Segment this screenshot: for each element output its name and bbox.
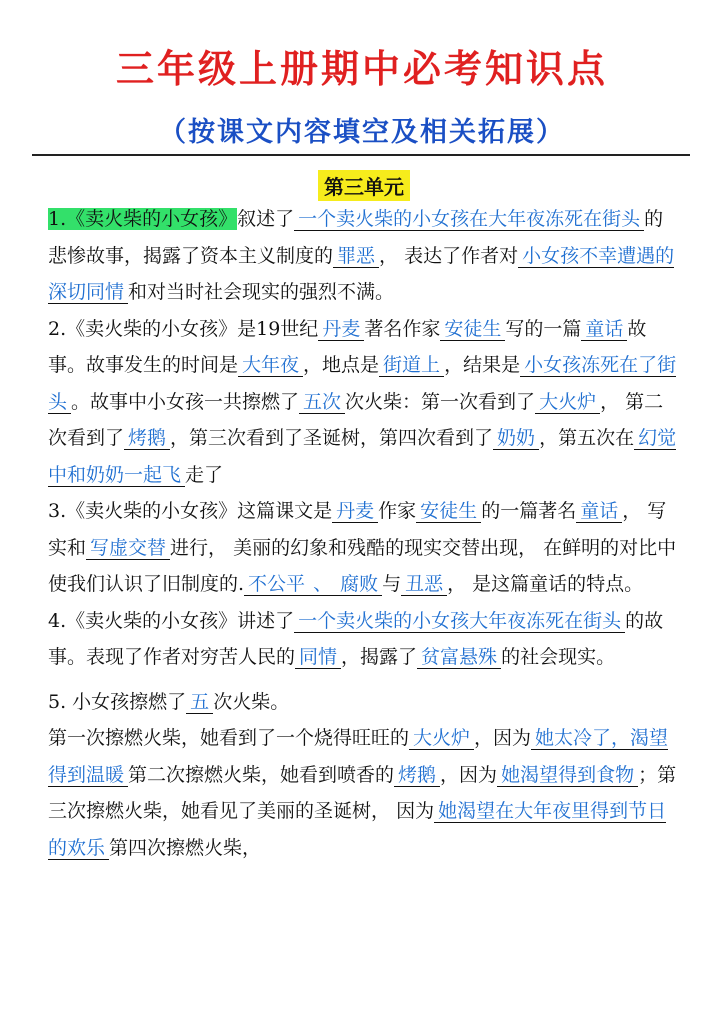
header-divider bbox=[32, 154, 690, 156]
text: ，因为 bbox=[474, 727, 532, 749]
text: 2.《卖火柴的小女孩》是19世纪 bbox=[48, 317, 319, 340]
text: 。故事中小女孩一共擦燃了 bbox=[71, 390, 300, 413]
text: 的故事。表现了作者对穷苦人民的 bbox=[48, 609, 664, 668]
text: ， 表达了作者对 bbox=[379, 244, 519, 267]
text: 写的一篇 bbox=[505, 317, 582, 340]
answer-blank: 同情 bbox=[295, 646, 341, 669]
text: 的一篇著名 bbox=[481, 500, 577, 522]
answer-blank: 、 bbox=[309, 573, 336, 596]
text: 与 bbox=[382, 573, 402, 595]
answer-blank: 五 bbox=[186, 691, 213, 714]
text: 故事。故事发生的时间是 bbox=[48, 317, 647, 376]
text: 和对当时社会现实的强烈不满。 bbox=[128, 281, 395, 303]
answer-blank: 奶奶 bbox=[493, 427, 539, 450]
text: 第一次擦燃火柴，她看到了一个烧得旺旺的 bbox=[48, 727, 410, 749]
answer-blank: 丹麦 bbox=[318, 318, 364, 341]
text: ，地点是 bbox=[303, 354, 380, 376]
answer-blank: 她渴望得到食物 bbox=[497, 764, 638, 787]
answer-blank: 安徒生 bbox=[440, 318, 505, 341]
text: 进行， 美丽的幻象和残酷的现实交替出现， 在鲜明的对比中使我们认识了旧制度的. bbox=[48, 536, 677, 595]
paragraph-1 bbox=[48, 201, 680, 311]
paragraph-3 bbox=[48, 493, 680, 603]
text: ， 是这篇童话的特点。 bbox=[447, 573, 644, 595]
answer-blank: 她渴望在大年夜里得到节日的欢乐 bbox=[48, 800, 667, 859]
text: ，揭露了 bbox=[341, 646, 418, 668]
answer-blank: 大火炉 bbox=[535, 391, 600, 414]
text: ；第三次擦燃火柴，她看见了美丽的 bbox=[48, 763, 677, 822]
content-body bbox=[48, 201, 680, 866]
answer-blank: 童话 bbox=[581, 318, 627, 341]
answer-blank: 罪恶 bbox=[333, 245, 379, 268]
answer-blank: 写虚交替 bbox=[86, 537, 170, 560]
text: 著名作家 bbox=[364, 317, 441, 340]
answer-blank: 不公平 bbox=[244, 573, 309, 596]
page-title: 三年级上册期中必考知识点 bbox=[115, 47, 608, 91]
answer-blank: 街道上 bbox=[379, 354, 444, 377]
answer-blank: 小女孩不幸遭遇的深切同情 bbox=[48, 244, 675, 303]
text: ，结果是 bbox=[444, 354, 521, 376]
text: 次火柴：第一次看到了 bbox=[345, 390, 536, 413]
text: ，第三次看到了圣诞树，第四次看到了 bbox=[170, 427, 494, 449]
text: 第四次擦燃火柴， bbox=[109, 836, 262, 859]
page-subtitle: （按课文内容填空及相关拓展） bbox=[159, 117, 565, 148]
text: 第二次擦燃火柴，她看到喷香的 bbox=[128, 763, 395, 786]
answer-blank: 大年夜 bbox=[238, 354, 303, 377]
answer-blank: 一个卖火柴的小女孩大年夜冻死在街头 bbox=[294, 610, 625, 633]
text: 作家 bbox=[378, 500, 417, 522]
text: ，第五次在 bbox=[539, 427, 635, 449]
text: ， 第二次看到了 bbox=[48, 390, 664, 449]
answer-blank: 一个卖火柴的小女孩在大年夜冻死在街头 bbox=[294, 208, 644, 231]
text: 圣诞树 bbox=[314, 800, 372, 822]
answer-blank: 小女孩冻死在了街头 bbox=[48, 354, 677, 413]
answer-blank: 幻觉中和奶奶一起飞 bbox=[48, 427, 677, 486]
answer-blank: 大火炉 bbox=[409, 727, 474, 750]
text: ， 因为 bbox=[371, 800, 435, 822]
text: 次火柴。 bbox=[213, 690, 290, 713]
answer-blank: 烤鹅 bbox=[124, 427, 170, 450]
highlighted-lesson-title: 1.《卖火柴的小女孩》 bbox=[48, 208, 238, 230]
answer-blank: 丹麦 bbox=[332, 500, 378, 523]
answer-blank: 安徒生 bbox=[416, 500, 481, 523]
text: 的社会现实。 bbox=[501, 646, 616, 668]
text: 3.《卖火柴的小女孩》这篇课文是 bbox=[48, 500, 333, 522]
unit-heading: 第三单元 bbox=[318, 170, 410, 201]
text: ，因为 bbox=[440, 763, 498, 786]
answer-blank: 丑恶 bbox=[401, 573, 447, 596]
answer-blank: 童话 bbox=[576, 500, 622, 523]
paragraph-5 bbox=[48, 684, 680, 721]
text: 5. 小女孩擦燃了 bbox=[48, 690, 187, 713]
answer-blank: 贫富悬殊 bbox=[417, 646, 501, 669]
text: 的悲惨故事，揭露了资本主义制度的 bbox=[48, 208, 664, 267]
answer-blank: 腐败 bbox=[336, 573, 382, 596]
paragraph-2 bbox=[48, 311, 680, 494]
answer-blank: 烤鹅 bbox=[394, 764, 440, 787]
answer-blank: 五次 bbox=[299, 391, 345, 414]
text: 走了 bbox=[185, 463, 224, 486]
paragraph-6 bbox=[48, 720, 680, 866]
paragraph-4 bbox=[48, 603, 680, 676]
text: 叙述了 bbox=[237, 208, 295, 230]
text: ， 写实和 bbox=[48, 500, 667, 559]
answer-blank: 她太冷了，渴望得到温暖 bbox=[48, 727, 669, 786]
text: 4.《卖火柴的小女孩》讲述了 bbox=[48, 609, 295, 632]
